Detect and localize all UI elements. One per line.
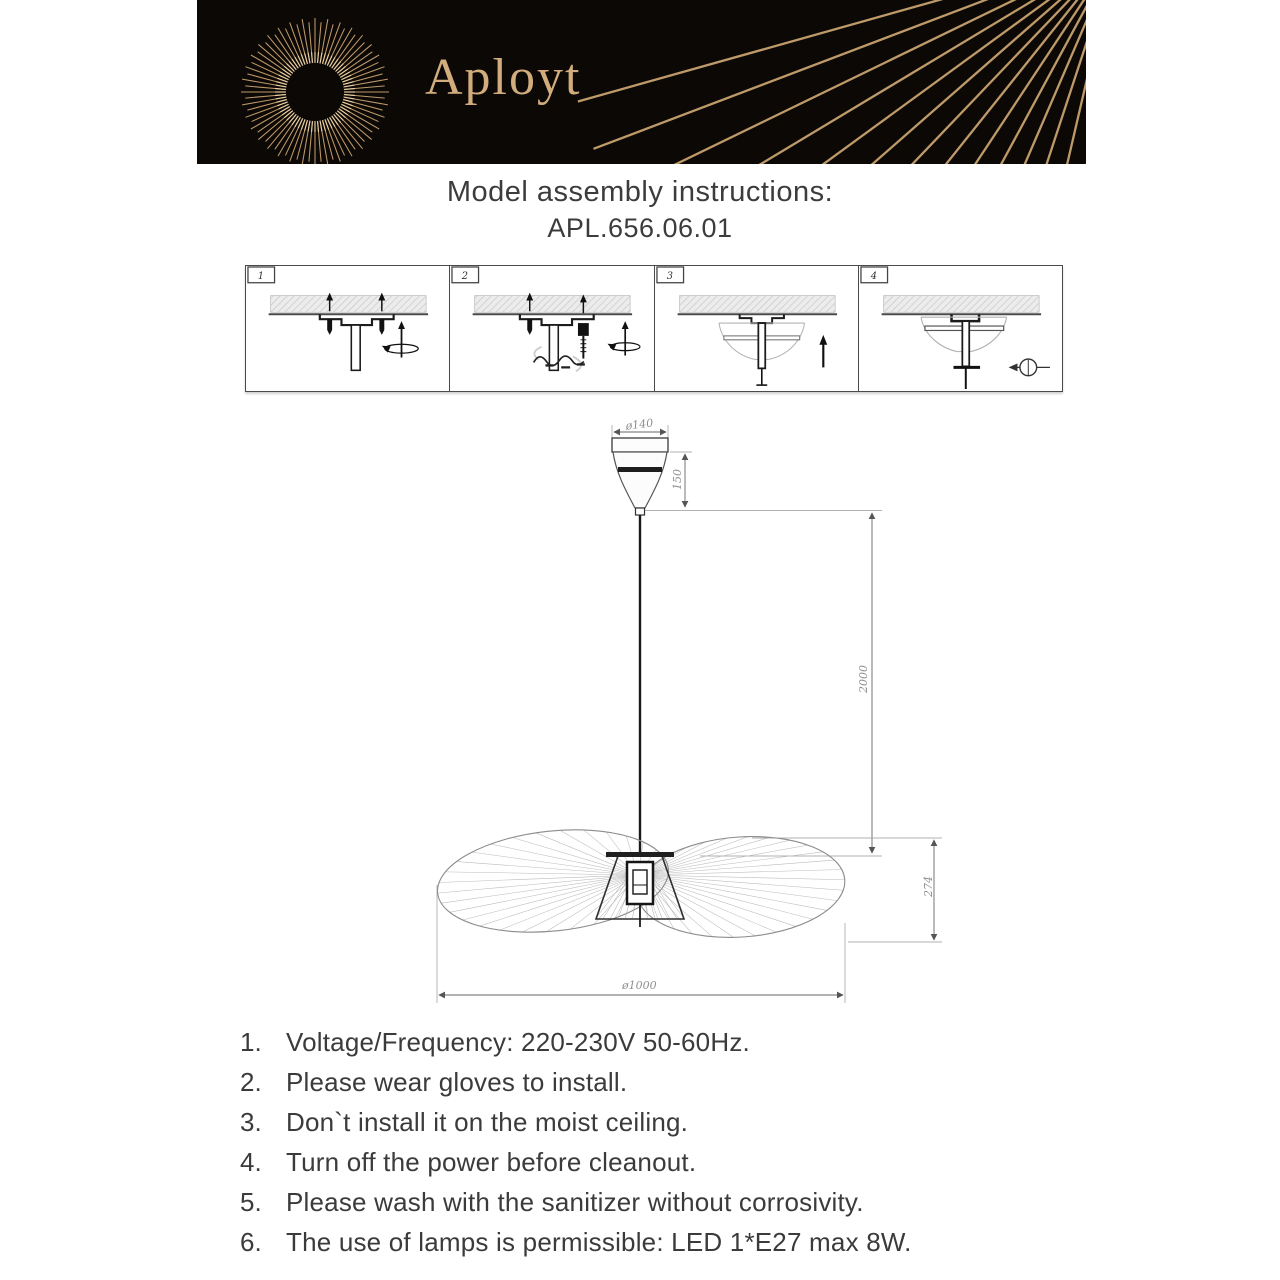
instruction-number: 2.	[240, 1067, 262, 1097]
instruction-list	[240, 1022, 1070, 1262]
instruction-number: 1.	[240, 1027, 262, 1057]
step-number: 2	[462, 270, 469, 282]
assembly-step-4	[859, 266, 1062, 391]
threaded-rod	[758, 323, 765, 368]
step-number: 1	[257, 270, 265, 282]
step-2-diagram	[450, 266, 653, 391]
shade-hub	[606, 852, 674, 857]
threaded-rod	[962, 321, 969, 366]
lamp-socket	[627, 862, 653, 904]
step-number: 3	[666, 270, 673, 282]
ceiling	[271, 296, 427, 313]
model-number: APL.656.06.01	[547, 213, 733, 243]
starburst-center	[287, 64, 343, 120]
instruction-text: Don`t install it on the moist ceiling.	[286, 1107, 689, 1137]
brand-banner	[197, 0, 1086, 164]
dim-canopy-diameter	[612, 416, 668, 441]
side-screw-icon	[1008, 359, 1049, 376]
instruction-item	[240, 1022, 1070, 1062]
step-4-diagram	[859, 266, 1062, 391]
up-arrow-icon	[819, 335, 827, 367]
assembly-steps-strip	[245, 265, 1063, 392]
instruction-text: Turn off the power before cleanout.	[286, 1147, 697, 1177]
instruction-item	[240, 1102, 1070, 1142]
dim-suspension-length	[857, 513, 872, 853]
instruction-number: 5.	[240, 1187, 262, 1217]
shade-spokes-right	[637, 837, 844, 938]
threaded-rod	[351, 325, 360, 370]
step-1-diagram	[246, 266, 449, 391]
instruction-number: 3.	[240, 1107, 262, 1137]
instruction-text: Voltage/Frequency: 220-230V 50-60Hz.	[286, 1027, 750, 1057]
banner-graphics	[197, 0, 1086, 164]
dim-label-shade-diameter: ø1000	[622, 979, 657, 992]
rotate-arrow-icon	[382, 321, 418, 357]
step-number: 4	[870, 270, 877, 282]
instruction-text: The use of lamps is permissible: LED 1*E27 max 8W.	[286, 1227, 912, 1257]
dim-label-suspension-length: 2000	[857, 665, 870, 693]
instruction-item	[240, 1062, 1070, 1102]
ceiling	[679, 296, 835, 313]
dim-label-canopy-diameter: ø140	[624, 416, 654, 433]
instruction-item	[240, 1222, 1070, 1262]
dim-canopy-height	[670, 452, 692, 507]
dim-shade-height	[752, 838, 942, 942]
step-3-diagram	[655, 266, 858, 391]
assembly-step-1	[246, 266, 450, 391]
rotate-arrow-icon	[608, 321, 640, 355]
ceiling-canopy	[612, 438, 668, 515]
instruction-text: Please wash with the sanitizer without corrosivity.	[286, 1187, 864, 1217]
mounting-bracket	[739, 314, 783, 323]
assembly-step-3	[655, 266, 859, 391]
decorative-rays-icon	[578, 0, 1086, 164]
instruction-text: Please wear gloves to install.	[286, 1067, 628, 1097]
page-title: Model assembly instructions:	[446, 176, 834, 208]
ceiling	[475, 296, 631, 313]
instruction-item	[240, 1182, 1070, 1222]
dim-label-canopy-height: 150	[671, 469, 684, 490]
instruction-number: 6.	[240, 1227, 262, 1257]
instruction-item	[240, 1142, 1070, 1182]
dim-label-shade-height: 274	[922, 876, 935, 897]
ceiling	[883, 296, 1039, 313]
technical-drawing	[400, 415, 960, 1015]
brand-name: Aployt	[425, 49, 582, 106]
assembly-step-2	[450, 266, 654, 391]
instruction-number: 4.	[240, 1147, 262, 1177]
